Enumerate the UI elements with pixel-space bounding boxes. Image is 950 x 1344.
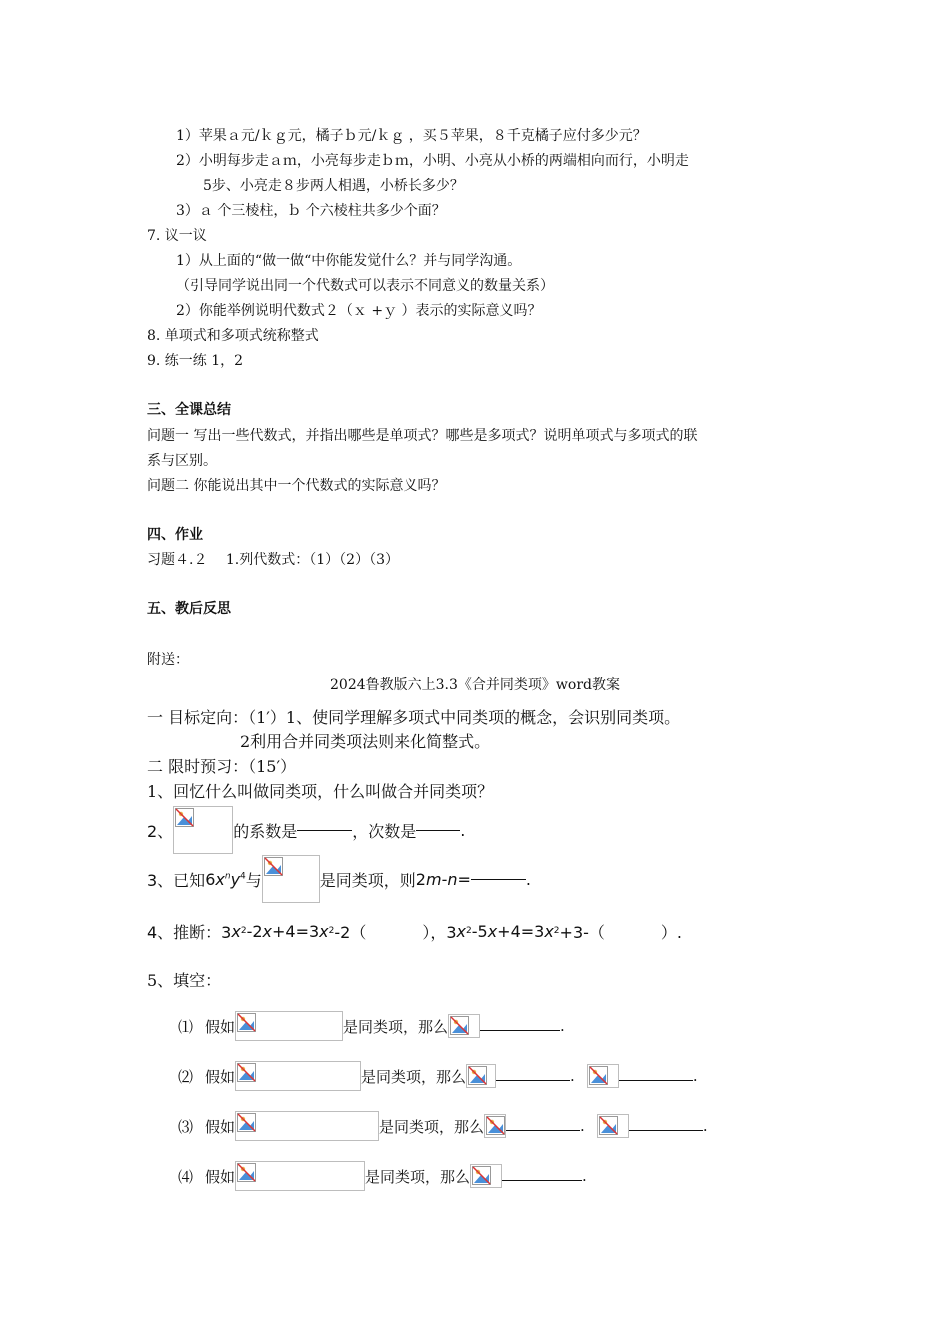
question-2-line-2: 5步、小亮走８步两人相遇，小桥长多少？ (203, 178, 464, 194)
question-3: 3）ａ 个三棱柱，ｂ 个六棱柱共多少个面？ (176, 203, 446, 219)
broken-image-icon (470, 1164, 502, 1188)
expression-2m-n: 2m-n= (415, 869, 471, 889)
preview-item-4: 4、推断：3 x 2 -2 x +4=3 x 2 -2（ ），3 x 2 -5 x +4=3 x 2 +3-（ ）. (147, 921, 682, 942)
term-6xny4: $6x^ny^4$ (205, 869, 246, 889)
coefficient-label: 的系数是 (233, 821, 298, 841)
section-7-note: （引导同学说出同一个代数式可以表示不同意义的数量关系） (176, 278, 554, 294)
answer-blank[interactable] (471, 879, 526, 880)
degree-blank[interactable] (416, 830, 460, 831)
section-7-item-1: 1）从上面的“做一做“中你能发觉什么？并与同学沟通。 (176, 253, 522, 269)
homework-text: 习题４.２ 1.列代数式：（1）（2）（3） (147, 552, 399, 568)
section-8: 8. 单项式和多项式统称整式 (147, 328, 319, 344)
heading-summary: 三、全课总结 (147, 402, 231, 418)
section-7-item-2: 2）你能举例说明代数式２（ｘ +ｙ ）表示的实际意义吗？ (176, 303, 542, 319)
fill-item-1: ⑴ 假如 是同类项，那么 . (178, 1010, 565, 1042)
preview-item-1: 1、回忆什么叫做同类项，什么叫做合并同类项？ (147, 782, 494, 801)
question-1: 1）苹果ａ元/ｋｇ元，橘子ｂ元/ｋｇ ，买５苹果，８千克橘子应付多少元？ (176, 128, 647, 144)
broken-image-icon (466, 1064, 496, 1088)
summary-question-2: 问题二 你能说出其中一个代数式的实际意义吗？ (147, 478, 446, 494)
broken-image-icon (235, 1061, 361, 1091)
broken-image-icon (484, 1114, 506, 1138)
item-4-prefix: 4、推断：3 (147, 922, 232, 942)
item-2-end: . (460, 820, 466, 840)
broken-image-icon (235, 1161, 365, 1191)
fill-1-blank[interactable] (480, 1030, 560, 1031)
preview-item-5: 5、填空： (147, 971, 222, 990)
broken-image-icon (587, 1064, 619, 1088)
preview-heading: 二 限时预习：（15′） (147, 757, 297, 776)
preview-item-2 (147, 806, 465, 854)
heading-reflection: 五、教后反思 (147, 601, 231, 617)
degree-label: ，次数是 (352, 821, 417, 841)
fill-item-2: ⑵ 假如 是同类项，那么 . . (178, 1060, 698, 1092)
appendix-title: 2024鲁教版六上3.3《合并同类项》word教案 (330, 677, 620, 693)
fill-item-3: ⑶ 假如 是同类项，那么 . . (178, 1110, 708, 1142)
question-2-line-1: 2）小明每步走ａｍ，小亮每步走ｂｍ，小明、小亮从小桥的两端相向而行，小明走 (176, 153, 689, 169)
broken-image-icon (448, 1014, 480, 1038)
summary-question-1-line-1: 问题一 写出一些代数式，并指出哪些是单项式？哪些是多项式？说明单项式与多项式的联 (147, 428, 698, 444)
fill-3-blank-a[interactable] (506, 1130, 580, 1131)
goal-line-2: 2利用合并同类项法则来化简整式。 (240, 732, 491, 751)
coefficient-blank[interactable] (297, 830, 352, 831)
preview-item-3 (147, 855, 531, 903)
fill-item-4: ⑷ 假如 是同类项，那么 . (178, 1160, 587, 1192)
item-3-end: . (525, 869, 531, 889)
like-terms-label: 是同类项，则 (319, 870, 416, 890)
heading-homework: 四、作业 (147, 527, 203, 543)
item-2-number: 2、 (147, 821, 174, 841)
broken-image-icon (173, 806, 233, 854)
section-9: 9. 练一练 1，2 (147, 353, 244, 369)
fill-2-blank-a[interactable] (496, 1080, 570, 1081)
fill-4-blank[interactable] (502, 1180, 582, 1181)
appendix-label: 附送： (147, 652, 189, 668)
goal-line-1: 一 目标定向：（1′）1、使同学理解多项式中同类项的概念，会识别同类项。 (147, 708, 681, 727)
item-3-prefix: 3、已知 (147, 870, 206, 890)
broken-image-icon (235, 1111, 379, 1141)
fill-3-blank-b[interactable] (629, 1130, 703, 1131)
broken-image-icon (235, 1011, 343, 1041)
summary-question-1-line-2: 系与区别。 (147, 453, 217, 469)
with-label: 与 (245, 870, 262, 890)
broken-image-icon (262, 855, 320, 903)
fill-2-blank-b[interactable] (619, 1080, 693, 1081)
section-7-heading: 7. 议一议 (147, 228, 207, 244)
broken-image-icon (597, 1114, 629, 1138)
